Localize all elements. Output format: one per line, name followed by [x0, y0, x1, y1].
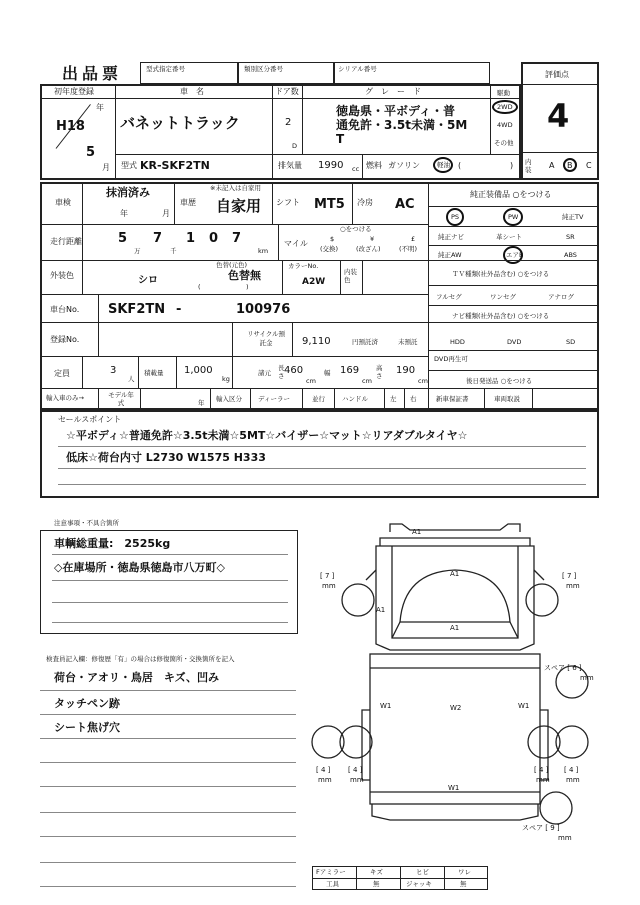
length-label: 長さ — [278, 364, 285, 380]
form-title: 出品票 — [62, 64, 123, 83]
legend-h4: ワレ — [458, 868, 471, 876]
score-value: 4 — [547, 97, 570, 135]
equip-ps: PS — [451, 213, 460, 221]
reg-month: 5 — [86, 145, 96, 160]
usage-note: ※未記入は自家用 — [210, 184, 261, 192]
model-spec-label: 型式指定番号 — [146, 65, 185, 73]
spare2-label: スペア [ 9 ] — [522, 824, 560, 832]
inspection-label: 車検 — [55, 198, 71, 207]
tire-rr1-label: [ 4 ] — [534, 766, 549, 774]
regno-label: 登録No. — [50, 335, 80, 344]
cc-unit: cc — [352, 165, 360, 173]
shift-label: シフト — [276, 198, 300, 207]
meter-opt1-label: (交換) — [320, 245, 339, 253]
spare2-mm: mm — [558, 834, 572, 842]
spare2-title: スペア — [522, 824, 543, 832]
mark-a1-left: A1 — [376, 606, 386, 614]
chassis-label: 車台No. — [50, 305, 80, 314]
vehicle-name-label: 車 名 — [180, 87, 204, 96]
legend-h1: Fアミラー — [316, 868, 346, 876]
usage-value: 自家用 — [216, 197, 262, 215]
width-value: 169 — [340, 365, 360, 376]
chassis-dash: - — [176, 302, 182, 317]
tv-title: ＴＶ種類(社外品含む) ○をつける — [452, 270, 550, 278]
recycle-label: リサイクル預託金 — [246, 330, 286, 347]
color-no-label: カラーNo. — [288, 262, 319, 270]
import-div-label: 輸入区分 — [216, 395, 242, 403]
mark-w2-bed: W2 — [450, 704, 462, 712]
tire-rl2-mm: mm — [350, 776, 364, 784]
interior-c: C — [586, 161, 592, 170]
fuel-paren-open: ( — [458, 161, 462, 170]
width-label: 幅 — [324, 369, 331, 377]
fuel-label: 燃料 — [366, 161, 382, 170]
height-value: 190 — [396, 365, 416, 376]
mileage-d2: 7 — [153, 231, 163, 246]
dims-label: 諸元 — [258, 369, 271, 377]
grade-label: グ レ ー ド — [365, 87, 421, 96]
vehicle-name: バネットトラック — [120, 114, 240, 132]
ac-label: 冷房 — [357, 198, 373, 207]
ac-value: AC — [395, 197, 415, 212]
equip-aw: 純正AW — [438, 251, 462, 259]
color-no: A2W — [302, 277, 326, 287]
handle-right: 右 — [410, 395, 417, 403]
model-value: KR-SKF2TN — [140, 159, 210, 172]
meter-opt3-label: (不明) — [399, 245, 418, 253]
capacity-value: 3 — [110, 365, 117, 376]
height-label: 高さ — [376, 364, 383, 380]
height-unit: cm — [418, 377, 428, 385]
spare2: 9 — [550, 824, 555, 832]
drive-other: その他 — [494, 139, 514, 147]
model-year-label: モデル年式 — [108, 391, 134, 407]
tire-rr1-mm: mm — [536, 776, 550, 784]
mileage-label: 走行距離 — [50, 237, 82, 246]
navi-hdd: HDD — [450, 338, 465, 346]
grade-line3: T — [336, 132, 345, 146]
dvd-label: DVD再生可 — [434, 355, 468, 363]
mileage-d5: 7 — [232, 231, 242, 246]
tire-rr2: 4 — [568, 766, 574, 774]
mark-w1-rear: W1 — [448, 784, 460, 792]
mileage-man: 万 — [134, 247, 141, 255]
tire-rl2: 4 — [352, 766, 358, 774]
year-kanji: 年 — [96, 103, 104, 112]
category-label: 類別区分番号 — [244, 65, 283, 73]
meter-opt1: $ — [330, 235, 335, 243]
fuel-value: ガソリン — [388, 161, 420, 170]
tire-rr1: 4 — [538, 766, 544, 774]
equip-title: 純正装備品 ○をつける — [470, 190, 552, 199]
drive-2wd: 2WD — [497, 103, 513, 111]
navi-sd: SD — [566, 338, 576, 346]
equip-abs: ABS — [564, 251, 577, 259]
interior-color-label: 内装色 — [344, 268, 357, 284]
meter-opt2-label: (改ざん) — [356, 245, 381, 253]
capacity-label: 定員 — [54, 369, 70, 378]
mileage-d3: 1 — [186, 231, 196, 246]
warranty: 新車保証書 — [436, 395, 469, 403]
mileage-km: km — [258, 247, 269, 255]
inspector-line2: タッチペン跡 — [54, 697, 120, 710]
tire-fr: 7 — [566, 572, 572, 580]
interior-a: A — [549, 161, 555, 170]
tv-one: ワンセグ — [490, 293, 516, 301]
inspector-line1: 荷台・アオリ・鳥居 キズ、凹み — [54, 671, 219, 684]
inspector-line3: シート焦げ穴 — [54, 721, 120, 734]
sales-label: セールスポイント — [58, 415, 122, 424]
legend-r1: 工具 — [326, 880, 339, 888]
dealer: ディーラー — [258, 395, 290, 403]
model-label: 型式 — [121, 161, 137, 170]
load-label: 積載量 — [144, 369, 164, 377]
shift-value: MT5 — [314, 197, 345, 212]
spare1-label: スペア [ 6 ] — [544, 664, 582, 672]
equip-sr: SR — [566, 233, 575, 241]
recycle-unpaid: 未預託 — [398, 338, 418, 346]
legend-r4: 無 — [460, 880, 467, 888]
drive-label: 駆動 — [497, 89, 510, 97]
chassis-number: 100976 — [236, 302, 291, 317]
tire-rl1-mm: mm — [318, 776, 332, 784]
aftermarket-title: 後日発送品 ○をつける — [466, 377, 533, 385]
grade-line2: 通免許・3.5t未満・5M — [336, 118, 468, 132]
doors-value: 2 — [285, 117, 292, 128]
exterior-label: 外装色 — [50, 271, 74, 280]
equip-navi: 純正ナビ — [438, 233, 464, 241]
meter-label: マイル — [284, 239, 308, 248]
mileage-sen: 千 — [170, 247, 177, 255]
tire-rl1-label: [ 4 ] — [316, 766, 331, 774]
first-reg-label: 初年度登録 — [54, 87, 94, 96]
handle-label: ハンドル — [342, 395, 368, 403]
usage-label: 車歴 — [180, 198, 196, 207]
legend-h3: ヒビ — [416, 868, 429, 876]
color-change-label: 色替(元色) — [216, 261, 248, 269]
sales-line2: 低床☆荷台内寸 L2730 W1575 H333 — [66, 451, 266, 464]
meter-opt3: £ — [411, 235, 416, 243]
navi-dvd: DVD — [507, 338, 522, 346]
meter-note: ○をつける — [340, 225, 372, 233]
mark-a1-top: A1 — [412, 528, 422, 536]
recycle-value: 9,110 — [302, 336, 331, 347]
import-label: 輸入車のみ→ — [46, 394, 84, 402]
notes-label: 注意事項・不具合箇所 — [54, 519, 119, 527]
tire-rr2-mm: mm — [566, 776, 580, 784]
reg-year: H18 — [56, 119, 85, 134]
inspection-month: 月 — [162, 209, 170, 218]
tire-rr2-label: [ 4 ] — [564, 766, 579, 774]
tv-full: フルセグ — [436, 293, 462, 301]
fuel-light: 軽油 — [437, 161, 450, 169]
notes-line2: ◇在庫場所・徳島県徳島市八万町◇ — [54, 561, 225, 574]
mark-a1-front: A1 — [450, 624, 460, 632]
legend-r2: 無 — [373, 880, 380, 888]
score-label: 評価点 — [545, 70, 569, 79]
tire-fr-label: [ 7 ] — [562, 572, 577, 580]
legend-h2: キズ — [370, 868, 383, 876]
equip-pw: PW — [508, 213, 519, 221]
month-kanji: 月 — [102, 163, 110, 172]
tv-analog: アナログ — [548, 293, 574, 301]
width-unit: cm — [362, 377, 372, 385]
equip-tv: 純正TV — [562, 213, 584, 221]
navi-title: ナビ種類(社外品含む) ○をつける — [452, 312, 550, 320]
load-unit: kg — [222, 375, 230, 383]
displacement-label: 排気量 — [278, 161, 302, 170]
legend-r3: ジャッキ — [406, 880, 432, 888]
manual: 車両取説 — [494, 395, 520, 403]
inspector-label: 検査員記入欄：修復歴「有」の場合は修復箇所・交換箇所を記入 — [46, 655, 235, 663]
exterior-value: シロ — [138, 275, 158, 286]
spare1-title: スペア — [544, 664, 565, 672]
length-value: 460 — [284, 365, 304, 376]
length-unit: cm — [306, 377, 316, 385]
doors-sub: D — [292, 142, 298, 150]
color-change-value: 色替無 — [228, 269, 261, 282]
displacement-value: 1990 — [318, 160, 344, 171]
sales-line1: ☆平ボディ☆普通免許☆3.5t未満☆5MT☆バイザー☆マット☆リアダブルタイヤ☆ — [66, 429, 468, 442]
chassis-prefix: SKF2TN — [108, 302, 166, 317]
recycle-unit: 円預託済 — [352, 338, 378, 346]
fuel-paren-close: ) — [510, 161, 514, 170]
tire-fl-label: [ 7 ] — [320, 572, 335, 580]
doors-label: ドア数 — [275, 87, 299, 96]
model-year-unit: 年 — [198, 399, 205, 407]
spare1: 6 — [572, 664, 577, 672]
grade-line1: 徳島県・平ボディ・普 — [336, 104, 456, 118]
mark-w1-right: W1 — [518, 702, 530, 710]
meter-opt2: ¥ — [370, 235, 375, 243]
drive-4wd: 4WD — [497, 121, 513, 129]
color-paren: ( ) — [198, 283, 249, 291]
mileage-d4: 0 — [209, 231, 219, 246]
inspection-year: 年 — [120, 209, 128, 218]
mark-a1-roof: A1 — [450, 570, 460, 578]
parallel: 並行 — [312, 395, 325, 403]
capacity-unit: 人 — [128, 375, 135, 383]
mark-w1-left: W1 — [380, 702, 392, 710]
interior-b: B — [567, 161, 573, 170]
serial-label: シリアル番号 — [338, 65, 377, 73]
equip-airbag: エアB — [506, 251, 524, 259]
load-value: 1,000 — [184, 365, 213, 376]
spare1-mm: mm — [580, 674, 594, 682]
handle-left: 左 — [390, 395, 397, 403]
notes-line1: 車輌総重量: 2525kg — [54, 537, 171, 550]
vehicle-diagram — [300, 510, 600, 880]
tire-fl: 7 — [324, 572, 330, 580]
equip-leather: 革シート — [496, 233, 522, 241]
mileage-d1: 5 — [118, 231, 128, 246]
tire-fl-mm: mm — [322, 582, 336, 590]
tire-rl2-label: [ 4 ] — [348, 766, 363, 774]
tire-rl1: 4 — [320, 766, 326, 774]
interior-label: 内装 — [525, 158, 532, 174]
tire-fr-mm: mm — [566, 582, 580, 590]
inspection-value: 抹消済み — [106, 186, 150, 199]
